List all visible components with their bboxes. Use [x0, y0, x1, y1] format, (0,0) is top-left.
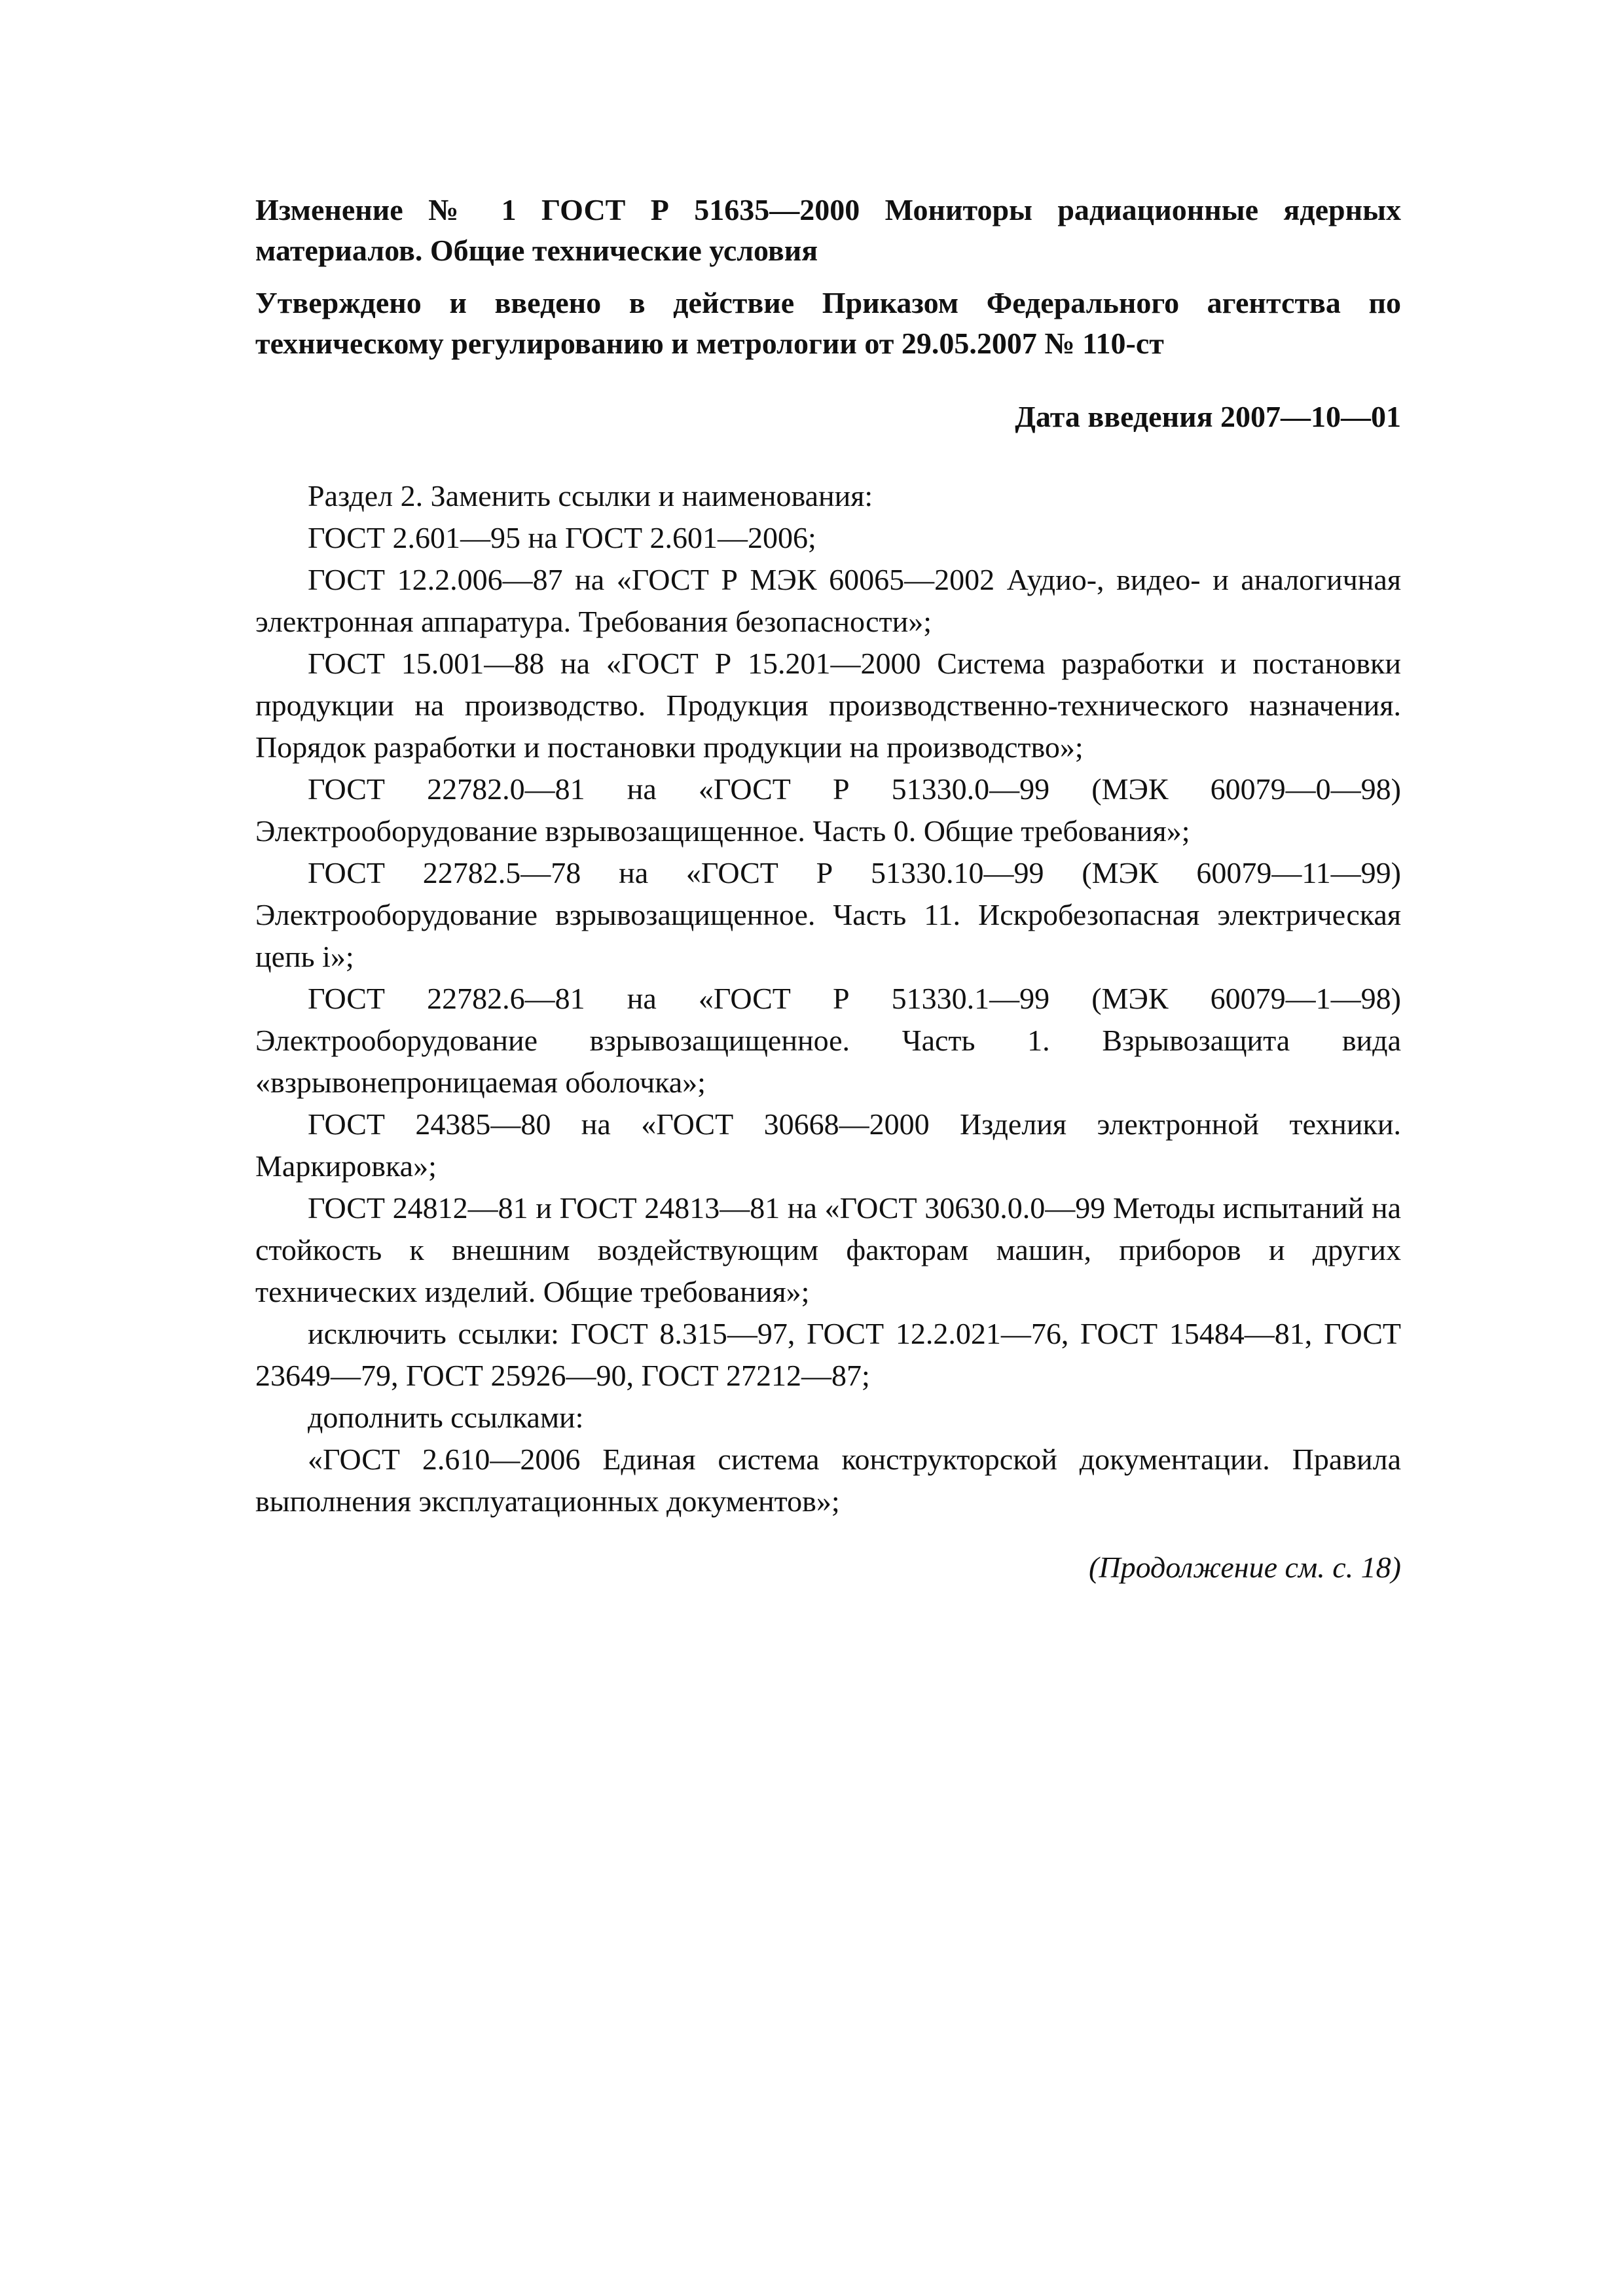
document-body [255, 475, 1401, 1522]
replacement-paragraph: ГОСТ 24812—81 и ГОСТ 24813—81 на «ГОСТ 30630.0.0—99 Методы испытаний на стойкость к внешним воздействующим факторам машин, приборов и других технических изделий. Общие требования»; [255, 1191, 1401, 1308]
section-heading-paragraph: Раздел 2. Заменить ссылки и наименования: [308, 479, 873, 512]
continuation-note: (Продолжение см. с. 18) [1089, 1551, 1401, 1584]
amendment-title: Изменение № 1 ГОСТ Р 51635—2000 Мониторы радиационные ядерных материалов. Общие технические условия [255, 193, 1401, 267]
replacement-paragraph: ГОСТ 22782.0—81 на «ГОСТ Р 51330.0—99 (МЭК 60079—0—98) Электрооборудование взрывозащищенное. Часть 0. Общие требования»; [255, 772, 1401, 848]
replacement-paragraph: ГОСТ 22782.5—78 на «ГОСТ Р 51330.10—99 (МЭК 60079—11—99) Электрооборудование взрывозащищенное. Часть 11. Искробезопасная электрическая цепь i»; [255, 856, 1401, 973]
replacement-paragraph: ГОСТ 2.601—95 на ГОСТ 2.601—2006; [308, 521, 816, 554]
exclusion-paragraph: исключить ссылки: ГОСТ 8.315—97, ГОСТ 12.2.021—76, ГОСТ 15484—81, ГОСТ 23649—79, ГОСТ 25926—90, ГОСТ 27212—87; [255, 1317, 1401, 1392]
replacement-paragraph: ГОСТ 24385—80 на «ГОСТ 30668—2000 Изделия электронной техники. Маркировка»; [255, 1107, 1401, 1183]
document-page [255, 190, 1401, 1588]
replacement-paragraph: ГОСТ 12.2.006—87 на «ГОСТ Р МЭК 60065—2002 Аудио-, видео- и аналогичная электронная аппаратура. Требования безопасности»; [255, 563, 1401, 638]
replacement-paragraph: ГОСТ 15.001—88 на «ГОСТ Р 15.201—2000 Система разработки и постановки продукции на производство. Продукция производственно-технического назначения. Порядок разработки и постановки продукции на производство»; [255, 647, 1401, 764]
replacement-paragraph: ГОСТ 22782.6—81 на «ГОСТ Р 51330.1—99 (МЭК 60079—1—98) Электрооборудование взрывозащищенное. Часть 1. Взрывозащита вида «взрывонепроницаемая оболочка»; [255, 982, 1401, 1099]
effective-date: Дата введения 2007—10—01 [1015, 400, 1401, 433]
addition-heading-paragraph: дополнить ссылками: [308, 1401, 584, 1434]
addition-paragraph: «ГОСТ 2.610—2006 Единая система конструкторской документации. Правила выполнения эксплуатационных документов»; [255, 1443, 1401, 1518]
approval-statement: Утверждено и введено в действие Приказом Федерального агентства по техническому регулированию и метрологии от 29.05.2007 № 110-ст [255, 286, 1401, 360]
